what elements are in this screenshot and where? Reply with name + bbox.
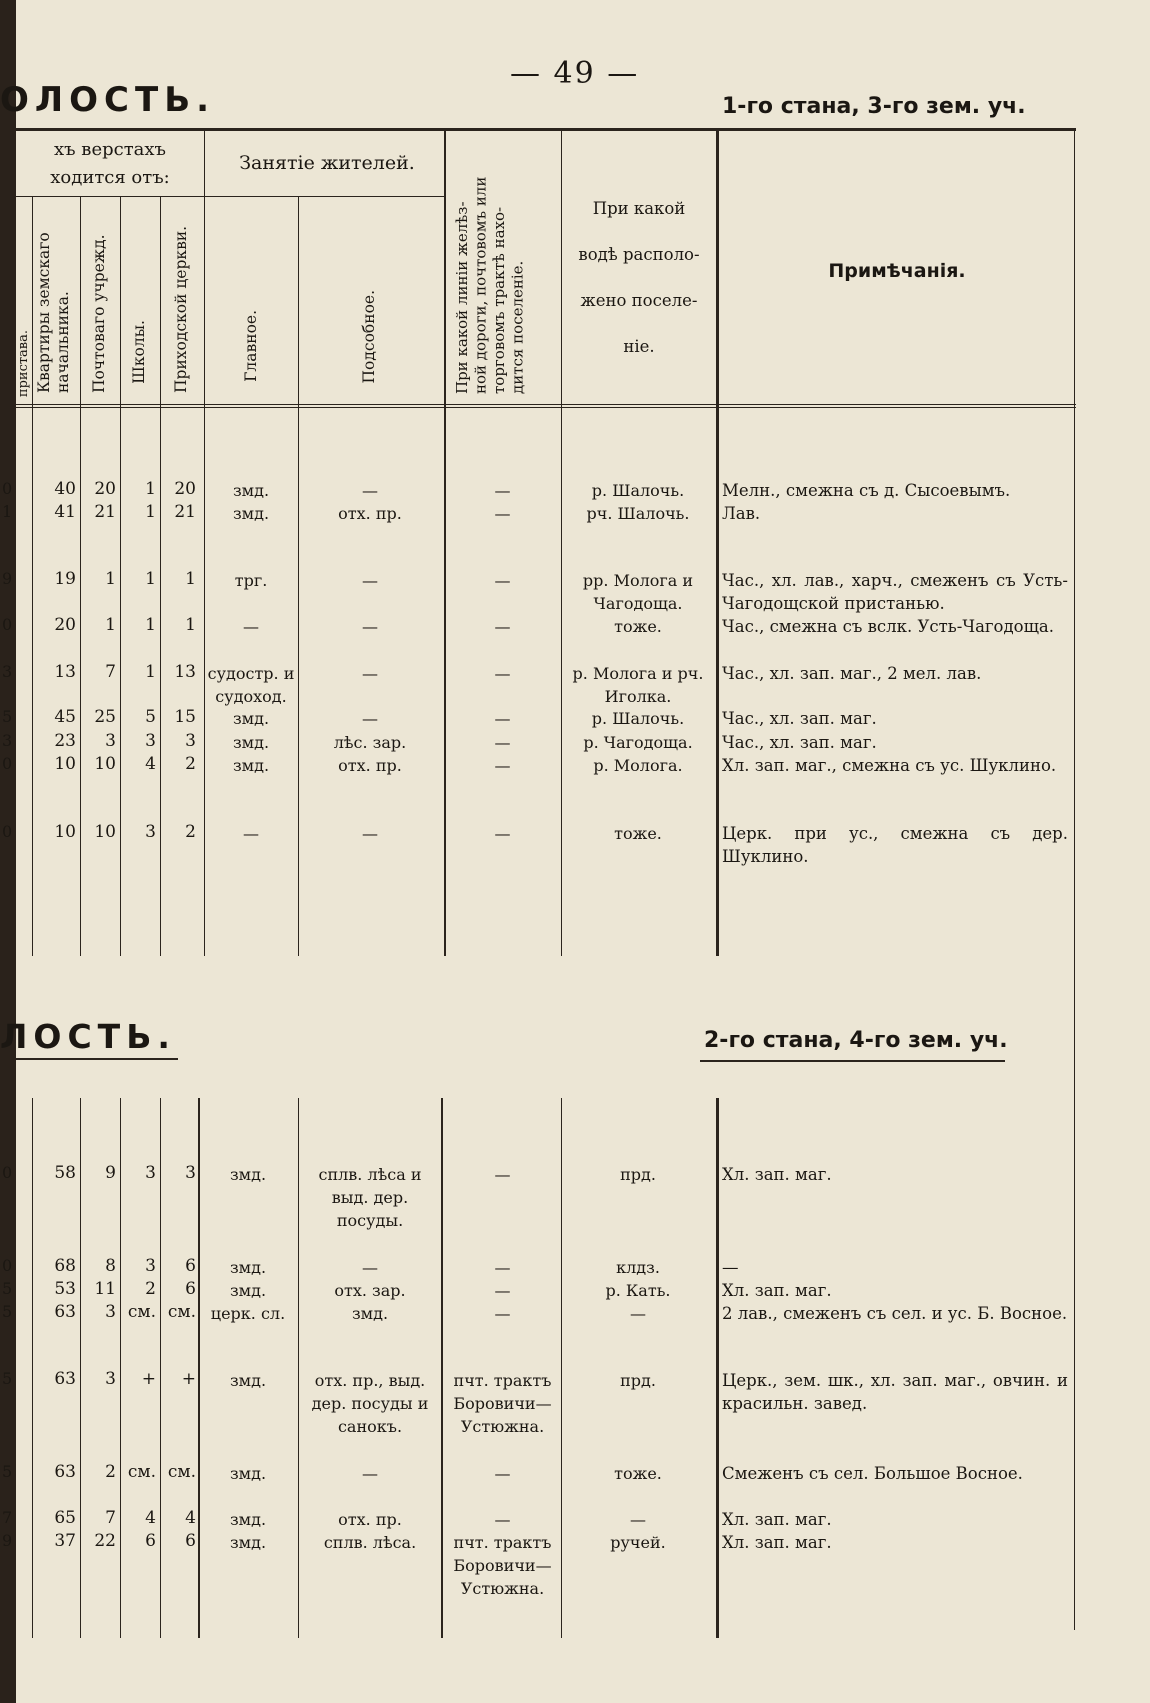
post-distance: 7 [105, 1508, 116, 1528]
main-occupation: трг. [234, 571, 268, 590]
post-distance: 2 [105, 1462, 116, 1482]
post-distance: 3 [105, 1369, 116, 1389]
stanovoy-distance: 7 [2, 1508, 13, 1527]
col2-line-1 [32, 1098, 33, 1638]
post-distance: 3 [105, 1302, 116, 1322]
note-cell: Хл. зап. маг. [722, 1510, 832, 1529]
stanovoy-distance: 0 [2, 479, 13, 498]
church-distance: 21 [174, 502, 196, 522]
road-cell: — [494, 1165, 511, 1184]
road-cell: — [494, 504, 511, 523]
school-distance: 4 [145, 1508, 156, 1528]
zemsky-distance: 37 [54, 1531, 76, 1551]
main-occupation: судостр. и судоход. [207, 664, 295, 706]
water-cell: тоже. [614, 824, 662, 843]
aux-occupation: отх. пр. [338, 504, 402, 523]
school-distance: 3 [145, 731, 156, 751]
stanovoy-distance: 5 [2, 1279, 13, 1298]
road-cell: — [494, 617, 511, 636]
col-line-9 [716, 130, 719, 956]
post-distance: 7 [105, 662, 116, 682]
note-cell: Час., хл. зап. маг. [722, 733, 877, 752]
header-top-rule [16, 128, 1076, 131]
road-cell: пчт. трактъ Боровичи— Устюжна. [453, 1533, 552, 1598]
header-school: Школы. [130, 320, 148, 384]
stanovoy-distance: 0 [2, 822, 13, 841]
water-cell: р. Шалочь. [591, 481, 685, 500]
note-cell: Церк. при ус., смежна съ дер. Шуклино. [722, 824, 1068, 866]
col2-line-6 [298, 1098, 299, 1638]
main-occupation: змд. [229, 1533, 267, 1552]
aux-occupation: отх. пр., выд. дер. посуды и санокъ. [311, 1371, 429, 1436]
road-cell: — [494, 1281, 511, 1300]
col2-line-3 [120, 1098, 121, 1638]
stanovoy-distance: 0 [2, 1256, 13, 1275]
zemsky-distance: 68 [54, 1256, 76, 1276]
stanovoy-distance: 5 [2, 1302, 13, 1321]
stan-label-2: 2-го стана, 4-го зем. уч. [704, 1028, 1008, 1053]
aux-occupation: сплв. лѣса. [323, 1533, 417, 1552]
road-cell: — [494, 1258, 511, 1277]
post-distance: 1 [105, 615, 116, 635]
stanovoy-distance: 0 [2, 1163, 13, 1182]
school-distance: см. [127, 1462, 156, 1482]
church-distance: 1 [185, 615, 196, 635]
header-occupation: Занятіе жителей. [239, 152, 415, 174]
main-occupation: — [243, 617, 259, 636]
stanovoy-distance: 5 [2, 1462, 13, 1481]
road-cell: — [494, 571, 511, 590]
road-cell: пчт. трактъ Боровичи— Устюжна. [453, 1371, 552, 1436]
note-cell: Хл. зап. маг. [722, 1165, 832, 1184]
col2-line-2 [80, 1098, 81, 1638]
aux-occupation: — [362, 824, 378, 843]
header-post: Почтоваго учрежд. [90, 234, 108, 393]
note-cell: Час., хл. зап. маг., 2 мел. лав. [722, 664, 982, 683]
water-cell: р. Шалочь. [591, 709, 685, 728]
water-cell: рр. Молога и Чагодоща. [582, 571, 694, 613]
school-distance: + [141, 1369, 156, 1389]
col-line-4 [160, 196, 161, 956]
col-line-5 [204, 130, 205, 956]
col2-line-8 [561, 1098, 562, 1638]
church-distance: 1 [185, 569, 196, 589]
school-distance: 1 [145, 479, 156, 499]
aux-occupation: — [362, 664, 378, 683]
col-line-1 [32, 196, 33, 956]
road-cell: — [494, 481, 511, 500]
post-distance: 10 [94, 754, 116, 774]
church-distance: 6 [185, 1256, 196, 1276]
water-cell: ручей. [610, 1533, 666, 1552]
zemsky-distance: 23 [54, 731, 76, 751]
post-distance: 21 [94, 502, 116, 522]
stanovoy-distance: 3 [2, 662, 13, 681]
col-line-10 [1074, 130, 1075, 956]
church-distance: 4 [185, 1508, 196, 1528]
stanovoy-distance: 3 [2, 731, 13, 750]
water-cell: — [630, 1510, 646, 1529]
aux-occupation: — [362, 1258, 378, 1277]
main-occupation: змд. [229, 1258, 267, 1277]
road-cell: — [494, 733, 511, 752]
note-cell: Хл. зап. маг. [722, 1281, 832, 1300]
road-cell: — [494, 1510, 511, 1529]
header-notes: Примѣчанія. [828, 260, 966, 282]
col2-line-4 [160, 1098, 161, 1638]
post-distance: 1 [105, 569, 116, 589]
note-cell: Церк., зем. шк., хл. зап. маг., овчин. и красильн. завед. [722, 1371, 1068, 1413]
water-cell: прд. [620, 1165, 656, 1184]
road-cell: — [494, 664, 511, 683]
col-line-8 [561, 130, 562, 956]
aux-occupation: — [362, 1464, 378, 1483]
road-cell: — [494, 1304, 511, 1323]
aux-occupation: — [362, 617, 378, 636]
stanovoy-distance: 9 [2, 569, 13, 588]
header-bottom-rule [16, 404, 1076, 408]
church-distance: 3 [185, 1163, 196, 1183]
post-distance: 11 [94, 1279, 116, 1299]
header-distance: хъ верстахъ ходится отъ: [50, 139, 170, 188]
col-line-3 [120, 196, 121, 956]
header-road: При какой линіи желѣз- ной дороги, почтовомъ или торговомъ трактѣ нахо- дится поселеніе. [453, 176, 527, 394]
header-water: При какой водѣ располо- жено поселе- ніе. [578, 199, 700, 356]
school-distance: 1 [145, 615, 156, 635]
church-distance: 3 [185, 731, 196, 751]
water-cell: прд. [620, 1371, 656, 1390]
school-distance: 1 [145, 502, 156, 522]
zemsky-distance: 63 [54, 1462, 76, 1482]
church-distance: см. [167, 1302, 196, 1322]
main-occupation: змд. [232, 733, 270, 752]
stanovoy-distance: 0 [2, 754, 13, 773]
road-cell: — [494, 824, 511, 843]
school-distance: 2 [145, 1279, 156, 1299]
zemsky-distance: 65 [54, 1508, 76, 1528]
col-line-2 [80, 196, 81, 956]
water-cell: тоже. [614, 617, 662, 636]
header-aux: Подсобное. [360, 290, 378, 384]
school-distance: 3 [145, 1256, 156, 1276]
main-occupation: змд. [232, 481, 270, 500]
volost-title-2: ЛОСТЬ. [0, 1017, 176, 1056]
note-cell: Хл. зап. маг. [722, 1533, 832, 1552]
church-distance: 15 [174, 707, 196, 727]
stanovoy-distance: 0 [2, 615, 13, 634]
page-binding-edge [0, 0, 16, 1703]
aux-occupation: сплв. лѣса и выд. дер. посуды. [318, 1165, 422, 1230]
water-cell: клдз. [616, 1258, 660, 1277]
col2-line-9 [716, 1098, 719, 1638]
occupation-subrule [204, 196, 444, 197]
col2-line-10 [1074, 940, 1075, 1630]
note-cell: Час., хл. лав., харч., смеженъ съ Усть-Чагодощской пристанью. [722, 571, 1068, 613]
water-cell: рч. Шалочь. [586, 504, 690, 523]
zemsky-distance: 19 [54, 569, 76, 589]
volost2-underline [16, 1058, 178, 1060]
church-distance: 6 [185, 1531, 196, 1551]
main-occupation: змд. [229, 1464, 267, 1483]
school-distance: 4 [145, 754, 156, 774]
church-distance: 2 [185, 754, 196, 774]
stanovoy-distance: 5 [2, 1369, 13, 1388]
main-occupation: змд. [232, 756, 270, 775]
aux-occupation: отх. пр. [338, 756, 402, 775]
header-stanovoy: пристава. [16, 330, 31, 398]
zemsky-distance: 63 [54, 1369, 76, 1389]
zemsky-distance: 41 [54, 502, 76, 522]
stanovoy-distance: 5 [2, 707, 13, 726]
aux-occupation: лѣс. зар. [333, 733, 407, 752]
col-line-6 [298, 196, 299, 956]
road-cell: — [494, 1464, 511, 1483]
main-occupation: змд. [232, 709, 270, 728]
school-distance: 1 [145, 569, 156, 589]
note-cell: Час., смежна съ вслк. Усть-Чагодоща. [722, 617, 1054, 636]
church-distance: 2 [185, 822, 196, 842]
school-distance: 3 [145, 822, 156, 842]
main-occupation: змд. [229, 1165, 267, 1184]
post-distance: 10 [94, 822, 116, 842]
aux-occupation: — [362, 709, 378, 728]
main-occupation: змд. [229, 1371, 267, 1390]
zemsky-distance: 40 [54, 479, 76, 499]
stanovoy-distance: 1 [2, 502, 13, 521]
road-cell: — [494, 756, 511, 775]
church-distance: 20 [174, 479, 196, 499]
church-distance: 6 [185, 1279, 196, 1299]
water-cell: р. Чагодоща. [583, 733, 693, 752]
church-distance: см. [167, 1462, 196, 1482]
post-distance: 9 [105, 1163, 116, 1183]
church-distance: 13 [174, 662, 196, 682]
note-cell: Час., хл. зап. маг. [722, 709, 877, 728]
aux-occupation: — [362, 571, 378, 590]
water-cell: р. Молога и рч. Иголка. [572, 664, 704, 706]
water-cell: р. Кать. [605, 1281, 671, 1300]
aux-occupation: — [362, 481, 378, 500]
note-cell: Мелн., смежна съ д. Сысоевымъ. [722, 481, 1011, 500]
main-occupation: змд. [229, 1510, 267, 1529]
volost-title-1: ОЛОСТЬ. [0, 80, 216, 120]
note-cell: 2 лав., смеженъ съ сел. и ус. Б. Восное. [722, 1304, 1068, 1323]
school-distance: см. [127, 1302, 156, 1322]
stan2-underline [700, 1060, 1005, 1062]
school-distance: 1 [145, 662, 156, 682]
school-distance: 5 [145, 707, 156, 727]
stanovoy-distance: 9 [2, 1531, 13, 1550]
zemsky-distance: 13 [54, 662, 76, 682]
note-cell: — [722, 1258, 739, 1277]
aux-occupation: отх. пр. [338, 1510, 402, 1529]
zemsky-distance: 10 [54, 754, 76, 774]
post-distance: 3 [105, 731, 116, 751]
header-zemsky: Квартиры земскаго начальника. [35, 232, 72, 393]
page-number: — 49 — [510, 56, 640, 91]
water-cell: р. Молога. [593, 756, 683, 775]
post-distance: 8 [105, 1256, 116, 1276]
zemsky-distance: 58 [54, 1163, 76, 1183]
water-cell: — [630, 1304, 646, 1323]
note-cell: Смеженъ съ сел. Большое Восное. [722, 1464, 1023, 1483]
zemsky-distance: 20 [54, 615, 76, 635]
aux-occupation: отх. зар. [334, 1281, 406, 1300]
zemsky-distance: 45 [54, 707, 76, 727]
church-distance: + [181, 1369, 196, 1389]
header-church: Приходской церкви. [172, 225, 190, 393]
main-occupation: — [243, 824, 259, 843]
zemsky-distance: 53 [54, 1279, 76, 1299]
main-occupation: змд. [229, 1281, 267, 1300]
school-distance: 6 [145, 1531, 156, 1551]
post-distance: 25 [94, 707, 116, 727]
road-cell: — [494, 709, 511, 728]
zemsky-distance: 63 [54, 1302, 76, 1322]
header-main: Главное. [242, 310, 260, 382]
main-occupation: змд. [232, 504, 270, 523]
post-distance: 20 [94, 479, 116, 499]
distance-subrule [16, 196, 204, 197]
main-occupation: церк. сл. [210, 1304, 286, 1323]
school-distance: 3 [145, 1163, 156, 1183]
col2-line-7 [441, 1098, 443, 1638]
aux-occupation: змд. [351, 1304, 389, 1323]
water-cell: тоже. [614, 1464, 662, 1483]
stan-label-1: 1-го стана, 3-го зем. уч. [722, 94, 1026, 119]
post-distance: 22 [94, 1531, 116, 1551]
note-cell: Хл. зап. маг., смежна съ ус. Шуклино. [722, 756, 1057, 775]
zemsky-distance: 10 [54, 822, 76, 842]
note-cell: Лав. [722, 504, 761, 523]
